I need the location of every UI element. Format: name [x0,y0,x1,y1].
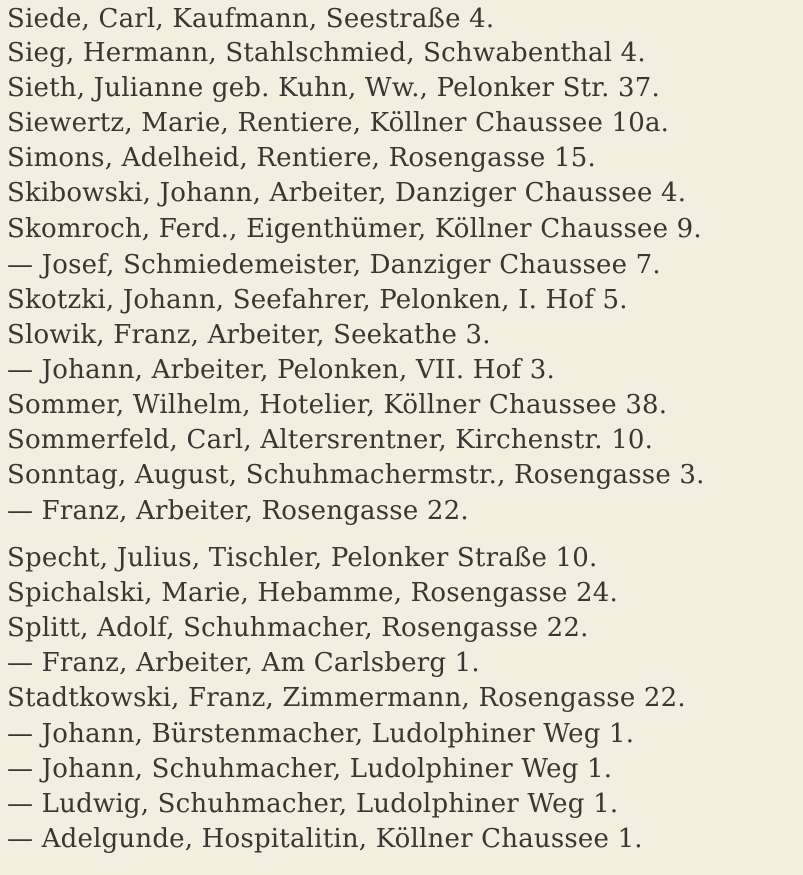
directory-entry: Siewertz, Marie, Rentiere, Köllner Chaussee 10a. [7,108,670,138]
directory-entry: Specht, Julius, Tischler, Pelonker Straße 10. [7,543,598,573]
directory-entry: — Josef, Schmiedemeister, Danziger Chaussee 7. [7,250,661,280]
directory-entry: — Franz, Arbeiter, Rosengasse 22. [7,496,469,526]
directory-entry: Sonntag, August, Schuhmachermstr., Rosengasse 3. [7,460,705,490]
directory-entry: — Ludwig, Schuhmacher, Ludolphiner Weg 1. [7,789,619,819]
directory-entry: Simons, Adelheid, Rentiere, Rosengasse 15. [7,143,596,173]
directory-entry: Stadtkowski, Franz, Zimmermann, Rosengasse 22. [7,683,686,713]
directory-entry: — Johann, Bürstenmacher, Ludolphiner Weg 1. [7,719,635,749]
directory-entry: — Johann, Arbeiter, Pelonken, VII. Hof 3. [7,355,556,385]
directory-entry: Skibowski, Johann, Arbeiter, Danziger Chaussee 4. [7,178,687,208]
directory-entry: — Johann, Schuhmacher, Ludolphiner Weg 1. [7,754,613,784]
directory-entry: — Adelgunde, Hospitalitin, Köllner Chaussee 1. [7,824,643,854]
directory-entry: Sommer, Wilhelm, Hotelier, Köllner Chaussee 38. [7,390,668,420]
directory-entry: Skomroch, Ferd., Eigenthümer, Köllner Chaussee 9. [7,214,702,244]
directory-entry: Sieth, Julianne geb. Kuhn, Ww., Pelonker Str. 37. [7,73,660,103]
directory-entry: Sommerfeld, Carl, Altersrentner, Kirchenstr. 10. [7,425,654,455]
directory-entry: Skotzki, Johann, Seefahrer, Pelonken, I. Hof 5. [7,285,628,315]
directory-entry: Slowik, Franz, Arbeiter, Seekathe 3. [7,320,491,350]
directory-entry: Siede, Carl, Kaufmann, Seestraße 4. [7,4,495,34]
directory-entry: — Franz, Arbeiter, Am Carlsberg 1. [7,648,480,678]
directory-entry: Sieg, Hermann, Stahlschmied, Schwabenthal 4. [7,38,646,68]
directory-entry: Splitt, Adolf, Schuhmacher, Rosengasse 22. [7,613,589,643]
directory-entry: Spichalski, Marie, Hebamme, Rosengasse 24. [7,578,618,608]
